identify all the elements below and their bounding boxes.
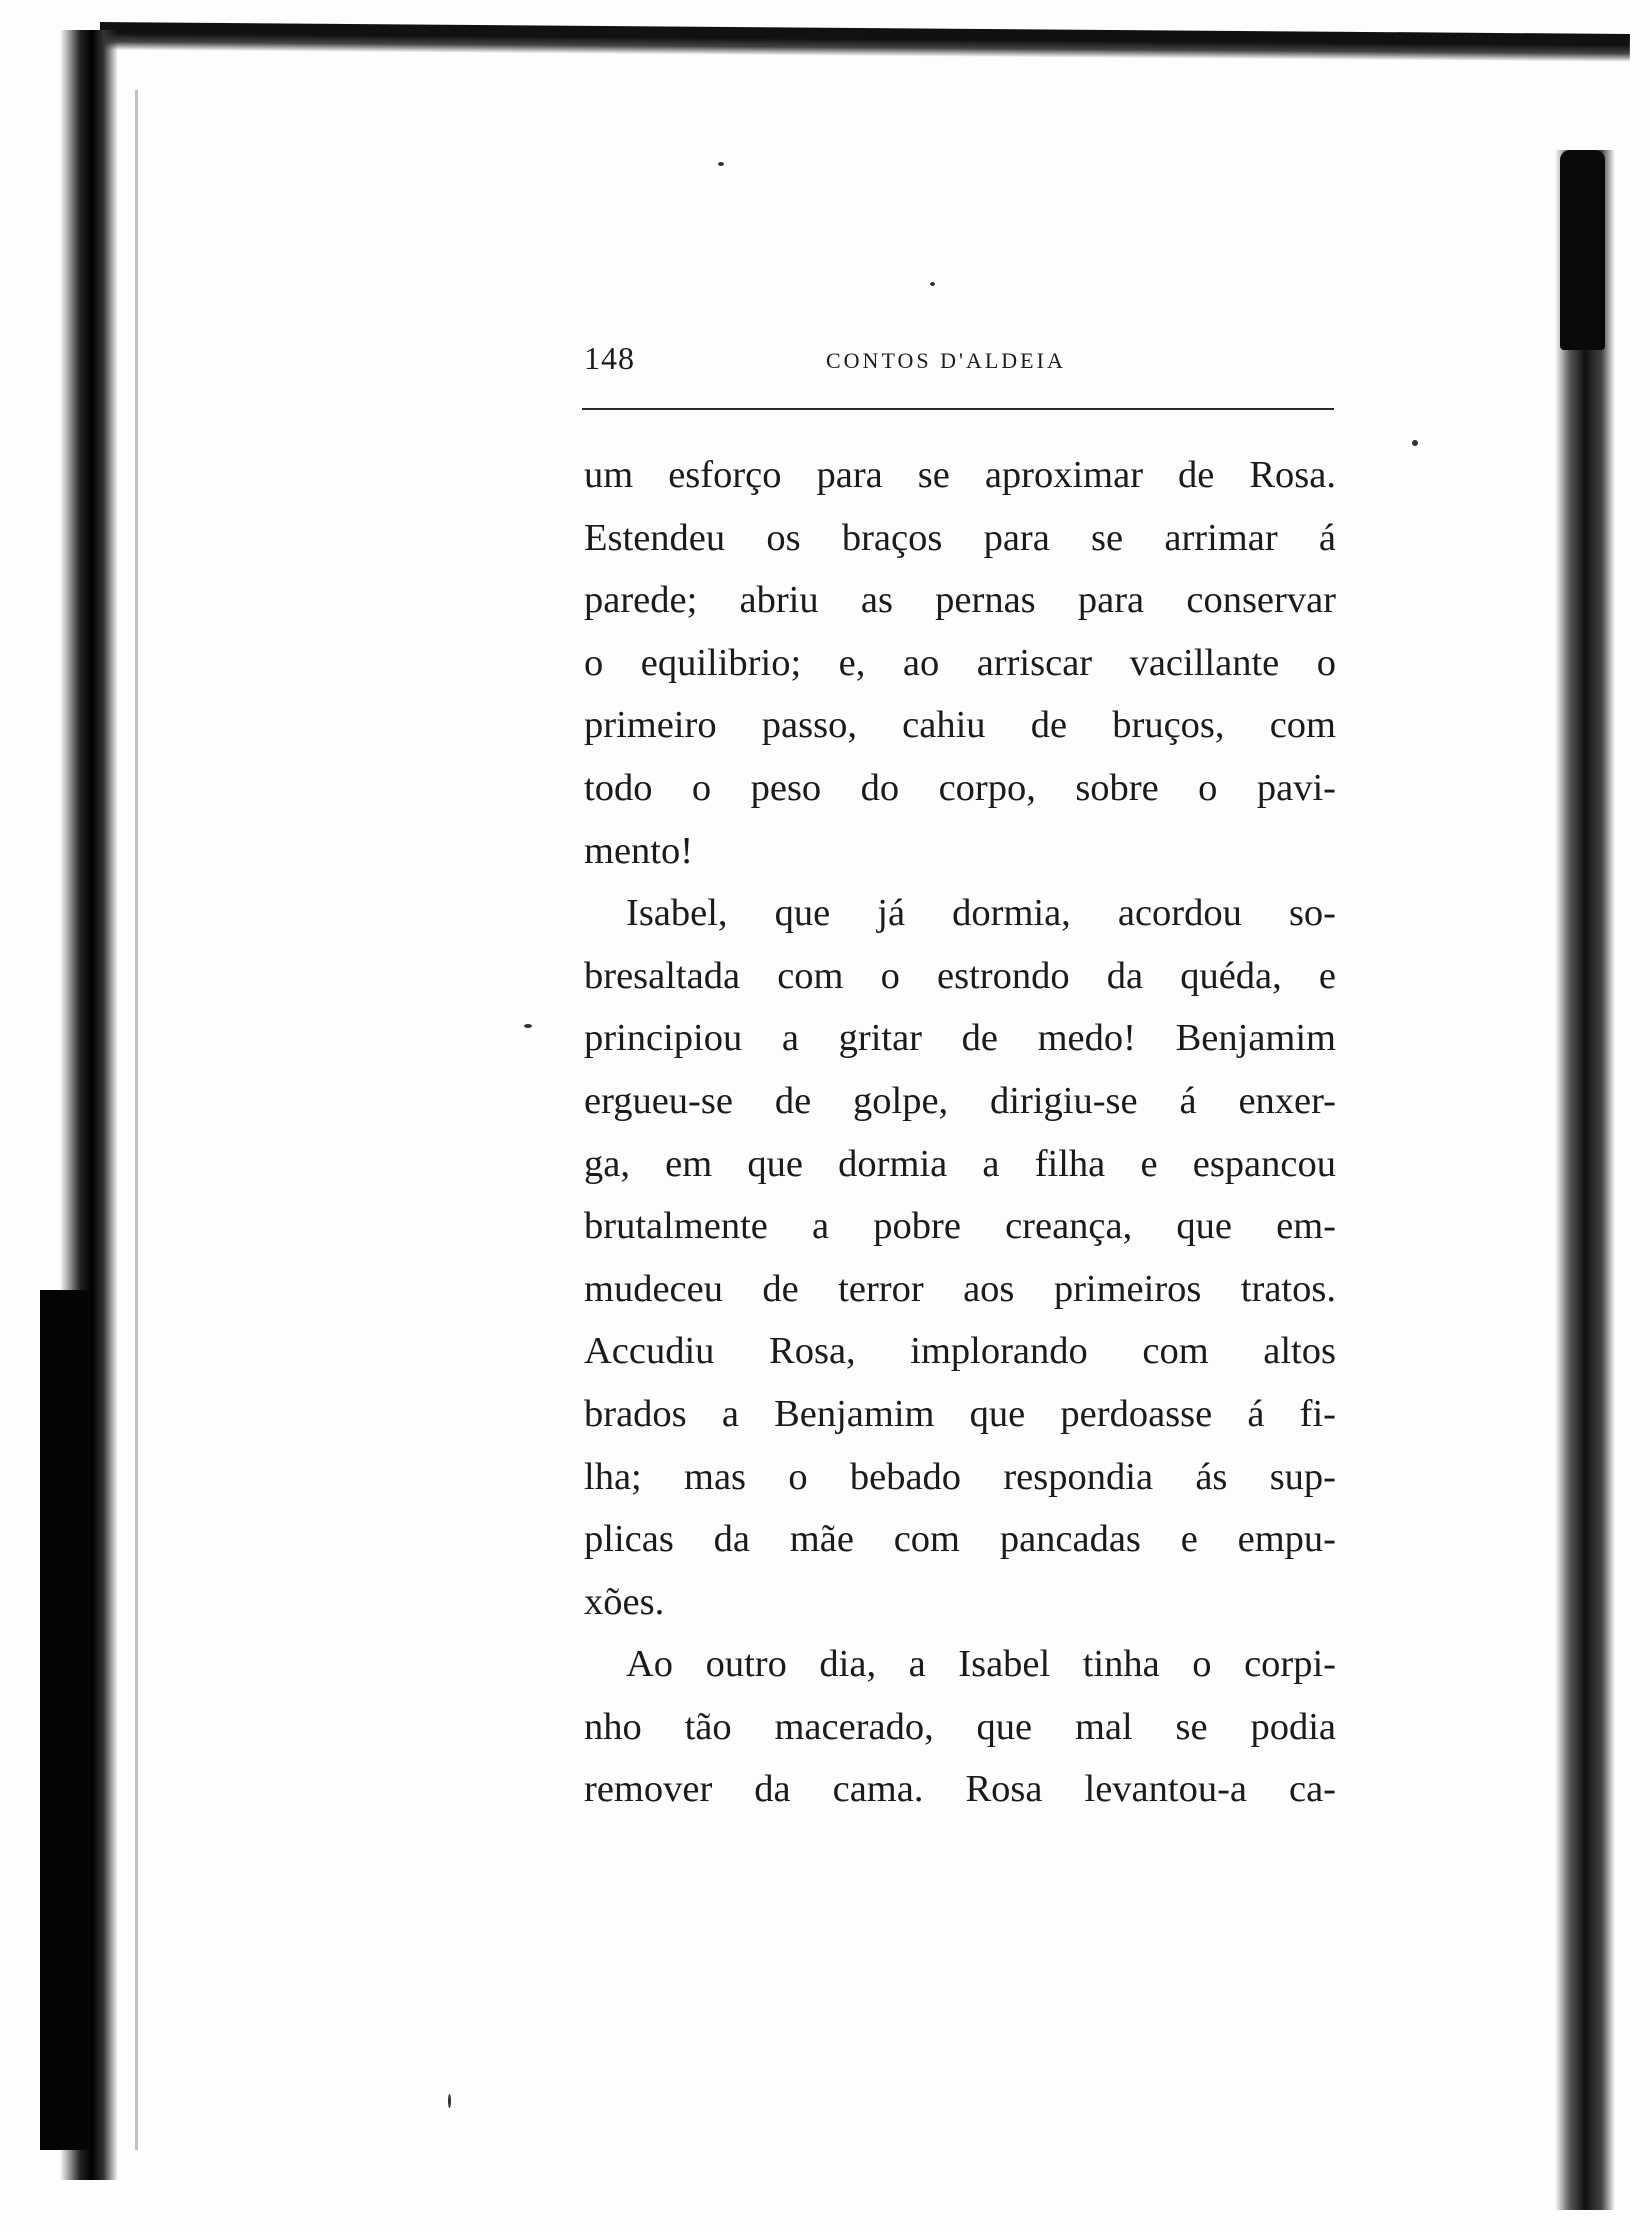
page-header xyxy=(584,340,1336,384)
text-line: o equilibrio; e, ao arriscar vacillante o xyxy=(584,641,1336,684)
text-line: ergueu-se de golpe, dirigiu-se á enxer- xyxy=(584,1079,1336,1122)
scan-speck xyxy=(1412,440,1418,446)
text-line: primeiro passo, cahiu de bruços, com xyxy=(584,704,1336,747)
text-line: Estendeu os braços para se arrimar á xyxy=(584,516,1336,559)
scan-speck xyxy=(448,2094,451,2108)
text-line: xões. xyxy=(584,1580,665,1623)
text-line: ga, em que dormia a filha e espancou xyxy=(584,1142,1336,1185)
scan-edge-top xyxy=(100,22,1630,62)
text-line: lha; mas o bebado respondia ás sup- xyxy=(584,1455,1336,1498)
text-line: mento! xyxy=(584,829,694,872)
scan-edge-right-shadow xyxy=(1560,150,1605,350)
text-line: brados a Benjamim que perdoasse á fi- xyxy=(584,1392,1336,1435)
text-line: plicas da mãe com pancadas e empu- xyxy=(584,1518,1336,1561)
text-line: Accudiu Rosa, implorando com altos xyxy=(584,1330,1336,1373)
text-line: remover da cama. Rosa levantou-a ca- xyxy=(584,1768,1336,1811)
scan-speck xyxy=(718,162,724,166)
header-rule xyxy=(582,408,1334,410)
scan-edge-right xyxy=(1555,150,1615,2210)
scan-edge-left-shadow xyxy=(40,1290,90,2150)
text-line: Isabel, que já dormia, acordou so- xyxy=(626,892,1336,935)
text-line: mudeceu de terror aos primeiros tratos. xyxy=(584,1267,1336,1310)
text-line: brutalmente a pobre creança, que em- xyxy=(584,1205,1336,1248)
text-line: Ao outro dia, a Isabel tinha o corpi- xyxy=(626,1643,1336,1686)
text-line: principiou a gritar de medo! Benjamim xyxy=(584,1017,1336,1060)
body-text xyxy=(584,444,1336,1821)
text-line: parede; abriu as pernas para conservar xyxy=(584,579,1336,622)
text-line: bresaltada com o estrondo da quéda, e xyxy=(584,954,1336,997)
text-line: um esforço para se aproximar de Rosa. xyxy=(584,454,1336,496)
page-number: 148 xyxy=(584,340,635,376)
scan-gutter-line xyxy=(135,90,138,2150)
running-title: CONTOS D'ALDEIA xyxy=(826,348,1066,373)
text-line: nho tão macerado, que mal se podia xyxy=(584,1705,1336,1748)
text-line: todo o peso do corpo, sobre o pavi- xyxy=(584,766,1336,809)
scan-speck xyxy=(930,282,935,286)
scan-speck xyxy=(524,1024,532,1028)
